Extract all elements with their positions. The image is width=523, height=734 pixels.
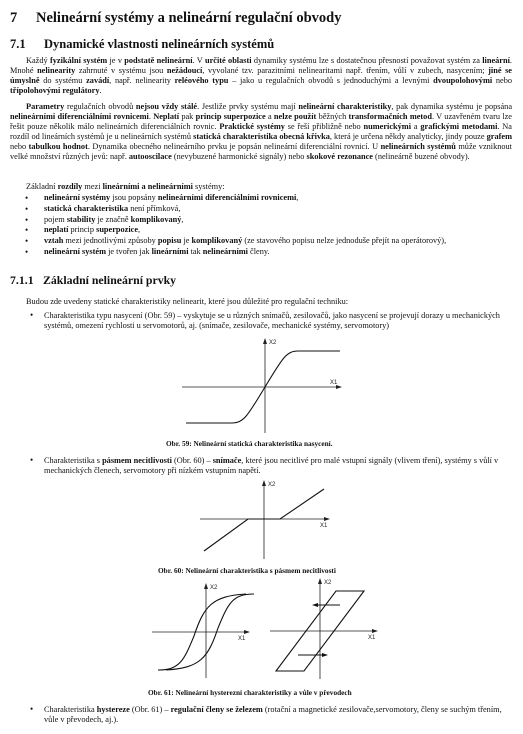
y-axis-label: X2 [268,482,276,488]
bold-text: podstatě nelineární [124,56,193,65]
bold-text: hystereze [96,705,130,714]
bold-text: jiné se úmyslně [10,65,512,85]
figure-caption-61: Obr. 61: Nelineární hysterezní charakteristiky a vůle v převodech [148,688,352,697]
bold-text: nelze použít [273,111,317,121]
bold-text: numerickými [363,121,412,131]
bold-text: Praktické systémy [219,121,285,131]
bold-text: pásmem necitlivosti [102,456,172,465]
list-item: • nelineární systém je tvořen jak lineárními tak nelineárními členy. [10,247,512,258]
intro-paragraph-3: Základní rozdíly mezi lineárními a nelineárními systémy: [26,182,225,191]
section-heading [10,37,274,52]
bold-text: nelineárními diferenciálními rovnicemi [10,111,149,121]
bold-text: Neplatí [153,111,180,121]
item-text: Charakteristika hystereze (Obr. 61) – regulační členy se železem (rotační a magnetické zesilovače,servomotory, členy se suchým třením, vůle v převodech, aj.). [44,705,502,724]
differences-list [10,193,512,258]
list-item: • vztah mezi jednotlivými způsoby popisu je komplikovaný (ze stavového popisu nelze jednoduše přejít na operátorový), [10,236,512,247]
figure-caption-60: Obr. 60: Nelineární charakteristika s pásmem necitlivosti [158,566,336,575]
bold-text: autooscilace [128,151,172,161]
item-text: Charakteristika typu nasycení (Obr. 59) – vyskytuje se u různých snímačů, zesilovačů, jako nasycení se projevují dorazy u mechanických systémů, omezení rychlosti u servomotorů, aj. (snímače, zesilovače, mechanické systémy, servomotory) [44,311,500,330]
bold-text: zavádí [86,75,110,85]
bold-text: popisu [157,236,182,246]
y-axis-arrow-icon [262,480,266,486]
bold-text: grafickými metodami [420,121,498,131]
bold-text: nelinearity [37,65,76,75]
list-item: • statická charakteristika není přímková, [10,204,512,215]
y-axis-arrow-icon [318,578,322,584]
figure-hysteresis [150,580,260,680]
item-text: Charakteristika s pásmem necitlivosti (Obr. 60) – snímače, které jsou necitlivé pro malé vstupní signály (vlivem tření), systémy s vůlí v mechanických členech, servomotory při nízkém vstupním napětí. [44,456,499,475]
bold-text: reléového typu [174,75,229,85]
subsection-intro: Budou zde uvedeny statické charakteristiky nelinearit, které jsou důležité pro regulační techniku: [26,297,349,306]
y-axis-arrow-icon [263,338,267,344]
bold-text: rozdíly [57,182,83,191]
chapter-heading [10,10,341,27]
bold-text: regulační členy se železem [170,705,263,714]
section-number: 7.1 [10,37,26,51]
x-axis-label: X1 [368,635,376,641]
y-axis-label: X2 [324,580,332,586]
subsection-number: 7.1.1 [10,273,34,287]
item-saturation [30,310,512,331]
figure-backlash [268,575,388,683]
chapter-number: 7 [10,10,18,26]
list-item: • nelineární systémy jsou popsány nelineárními diferenciálními rovnicemi, [10,193,512,204]
y-axis-arrow-icon [204,583,208,589]
intro-paragraph-2: Parametry regulačních obvodů nejsou vždy stálé. Jestliže prvky systému mají nelineární charakteristiky, pak dynamika systému je popsána nelineárními diferenciálními rovnicemi. Neplatí pak princip superpozice a nelze použít běžných transformačních metod. V uzavřeném tvaru lze řešit pouze několik málo nelineárních diferenciálních rovnic. Praktické systémy se řeší přibližně nebo numerickými a grafickými metodami. Na rozdíl od lineárních systémů je u nelineárních systémů statická charakteristika obecná křivka, která je určena někdy analyticky, jindy pouze grafem nebo tabulkou hodnot. Dynamika obecného nelineárního prvku je popsán nelineární diferenciální rovnicí. U nelineárních systémů může vzniknout velké množství různých jevů: např. autooscilace (nevybuzené harmonické signály) nebo skokové rezonance (nelineárně buzené obvody). [10,102,513,161]
bold-text: tabulkou hodnot [28,141,88,151]
bold-text: statická charakteristika [44,203,129,213]
bold-text: komplikovaný [130,214,182,224]
bold-text: nežádoucí [166,65,203,75]
bold-text: stability [66,214,96,224]
bold-text: nelineární charakteristiky [298,102,392,111]
bullet-icon: • [30,310,34,320]
x-axis-arrow-icon [372,629,378,633]
intro-paragraph-1: Každý fyzikální systém je v podstatě nelineární. V určité oblasti dynamiky systému lze s dostatečnou přesností považovat systém za lineární. Mnohé nelinearity zahrnuté v systému jsou nežádoucí, vyvolané tzv. parazitními nelinearitami např. třením, vůlí v zubech, nasycením; jiné se úmyslně do systému zavádí, např. nelinearity reléového typu – jako u regulačních obvodů s jednoduchými a levnými dvoupolohovými nebo třípolohovými regulátory. [10,56,513,95]
bold-text: skokové rezonance [306,151,373,161]
section-title: Dynamické vlastnosti nelineárních systémů [44,37,275,51]
bold-text: superpozice [96,225,139,235]
subsection-heading [10,273,176,288]
bold-text: nelineární systém [44,246,106,256]
x-axis-label: X1 [238,636,246,642]
bold-text: lineárními a nelineárními [102,182,193,191]
bold-text: komplikovaný [191,236,243,246]
bold-text: lineární [482,56,510,65]
bold-text: snímače [212,456,242,465]
bold-text: transformačních metod [348,111,432,121]
bold-text: určité oblasti [204,56,252,65]
bold-text: grafem [486,131,512,141]
bullet-icon: • [30,455,34,465]
item-dead-zone [30,455,512,476]
bold-text: nelineární systémy [44,193,111,202]
bold-text: třípolohovými regulátory [10,85,100,95]
bold-text: nelineárními [202,246,248,256]
bold-text: neplatí [44,225,69,235]
figure-dead-zone [198,477,338,561]
bold-text: fyzikální systém [49,56,108,65]
bold-text: nelineárních systémů [380,141,456,151]
bold-text: princip superpozice [195,111,266,121]
list-item: • pojem stability je značně komplikovaný, [10,215,512,226]
x-axis-arrow-icon [324,517,330,521]
x-axis-label: X1 [330,380,338,386]
y-axis-label: X2 [269,340,277,346]
list-item: • neplatí princip superpozice, [10,225,512,236]
item-hysteresis [30,704,512,725]
subsection-title: Základní nelineární prvky [43,273,177,287]
bold-text: statická charakteristika obecná křivka [193,131,330,141]
figure-caption-59: Obr. 59: Nelineární statická charakteristika nasycení. [166,439,333,448]
bold-text: nejsou vždy stálé [135,102,198,111]
arrow-left-icon [312,603,318,607]
x-axis-arrow-icon [244,630,250,634]
bold-text: nelineárními diferenciálními rovnicemi [157,193,297,202]
bold-text: lineárními [151,246,189,256]
bullet-icon: • [30,704,34,714]
arrow-right-icon [322,653,328,657]
x-axis-label: X1 [320,523,328,529]
bold-text: dvoupolohovými [433,75,493,85]
bold-text: vztah [44,236,64,246]
y-axis-label: X2 [210,585,218,591]
chapter-title: Nelineární systémy a nelineární regulační obvody [36,10,342,26]
figure-saturation [180,335,350,435]
bold-text: Parametry [26,102,65,111]
